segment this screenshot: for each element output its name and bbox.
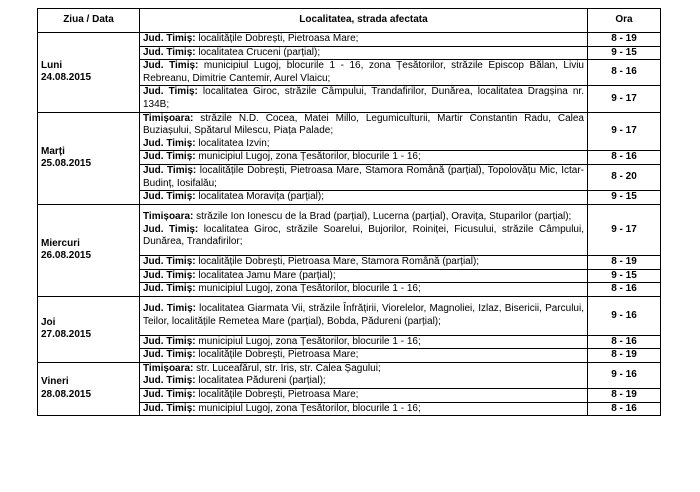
affected-streets: municipiul Lugoj, blocurile 1 - 16, zona Țesătorilor, străzile Episcop Bălan, Liviu Rebreanu, Dimitrie Cantemir, Aurel Vlaicu; <box>143 60 584 84</box>
location-cell <box>140 112 588 151</box>
header-hours: Ora <box>588 9 661 33</box>
area-prefix: Jud. Timiș: <box>143 33 196 44</box>
affected-streets: străzile N.D. Cocea, Matei Millo, Legumiculturii, Martir Constantin Radu, Calea Buziașului, Spătarul Milescu, Piața Palade; <box>143 112 584 137</box>
table-row <box>38 204 661 255</box>
day-date: 28.08.2015 <box>41 389 92 401</box>
area-prefix: Jud. Timiș: <box>143 256 196 268</box>
area-prefix: Jud. Timiș: <box>143 349 196 361</box>
day-name: Luni <box>41 59 63 71</box>
location-cell <box>140 256 588 270</box>
area-prefix: Jud. Timiș: <box>143 60 199 72</box>
area-prefix: Jud. Timiș: <box>143 269 196 281</box>
hours-cell: 8 - 16 <box>588 402 661 416</box>
hours-cell: 8 - 20 <box>588 164 661 190</box>
day-date: 27.08.2015 <box>41 329 92 341</box>
location-cell <box>140 33 588 47</box>
day-cell <box>38 362 140 415</box>
hours-cell: 8 - 19 <box>588 389 661 403</box>
affected-streets: municipiul Lugoj, zona Țesătorilor, blocurile 1 - 16; <box>195 151 421 163</box>
location-cell <box>140 191 588 205</box>
hours-cell: 8 - 16 <box>588 60 661 86</box>
location-cell <box>140 151 588 165</box>
hours-cell: 8 - 19 <box>588 256 661 270</box>
day-date: 26.08.2015 <box>41 250 92 262</box>
area-prefix: Jud. Timiș: <box>143 137 196 149</box>
location-cell <box>140 60 588 86</box>
location-cell <box>140 362 588 388</box>
affected-streets: localitățile Dobrești, Pietroasa Mare; <box>195 389 359 401</box>
affected-streets: municipiul Lugoj, zona Țesătorilor, blocurile 1 - 16; <box>195 335 421 347</box>
area-prefix: Jud. Timiș: <box>143 164 197 176</box>
affected-streets: localitatea Jamu Mare (parțial); <box>195 269 336 281</box>
affected-streets: localitatea Giroc, străzile Soarelui, Bujorilor, Roiniței, Ficusului, străzile Câmpului, Dunărea, Trandafirilor; <box>143 223 584 248</box>
affected-streets: localitățile Dobrești, Pietroasa Mare; <box>195 33 359 44</box>
affected-streets: str. Luceafărul, str. Iris, str. Calea Șagului; <box>193 362 381 374</box>
area-prefix: Timișoara: <box>143 211 194 223</box>
area-prefix: Jud. Timiș: <box>143 223 199 235</box>
location-cell <box>140 269 588 283</box>
affected-streets: localitățile Dobrești, Pietroasa Mare, Stamora Română (parțial); <box>195 256 480 268</box>
affected-streets: municipiul Lugoj, zona Țesătorilor, blocurile 1 - 16; <box>195 402 421 414</box>
affected-streets: municipiul Lugoj, zona Țesătorilor, blocurile 1 - 16; <box>195 283 421 295</box>
location-cell <box>140 335 588 349</box>
area-prefix: Jud. Timiș: <box>143 46 196 58</box>
affected-streets: localitățile Dobrești, Pietroasa Mare; <box>195 349 359 361</box>
location-cell <box>140 349 588 363</box>
hours-cell: 9 - 16 <box>588 296 661 335</box>
day-name: Miercuri <box>41 237 80 249</box>
day-name: Joi <box>41 316 56 328</box>
affected-streets: localitatea Giroc, străzile Câmpului, Trandafirilor, Dunărea, localitatea Dragșina nr. 134B; <box>143 86 584 110</box>
day-cell <box>38 296 140 362</box>
hours-cell: 9 - 15 <box>588 46 661 60</box>
day-cell <box>38 112 140 204</box>
area-prefix: Jud. Timiș: <box>143 86 198 98</box>
affected-streets: localitățile Dobrești, Pietroasa Mare, Stamora Română (parțial), Topolovățu Mic, Ictar-Budinț, Iosifalău; <box>143 164 584 189</box>
header-day: Ziua / Data <box>38 9 140 33</box>
hours-cell: 9 - 17 <box>588 86 661 112</box>
location-cell <box>140 86 588 112</box>
area-prefix: Jud. Timiș: <box>143 191 196 203</box>
day-cell <box>38 204 140 296</box>
location-cell <box>140 204 588 255</box>
table-row <box>38 33 661 47</box>
location-cell <box>140 283 588 297</box>
location-cell <box>140 164 588 190</box>
hours-cell: 9 - 15 <box>588 191 661 205</box>
area-prefix: Jud. Timiș: <box>143 303 196 315</box>
area-prefix: Jud. Timiș: <box>143 402 196 414</box>
table-row <box>38 112 661 151</box>
hours-cell: 8 - 16 <box>588 335 661 349</box>
area-prefix: Jud. Timiș: <box>143 375 196 387</box>
hours-cell: 9 - 17 <box>588 112 661 151</box>
area-prefix: Jud. Timiș: <box>143 389 196 401</box>
day-name: Marți <box>41 145 65 157</box>
affected-streets: localitatea Giarmata Vii, străzile Înfrățirii, Viorelelor, Magnoliei, Izlaz, Bisericii, Parcului, Teilor, localitățile Remetea Mare (parțial), Bobda, Pădureni (parțial); <box>143 303 584 327</box>
hours-cell: 9 - 15 <box>588 269 661 283</box>
day-date: 24.08.2015 <box>41 72 92 84</box>
table-row <box>38 362 661 388</box>
hours-cell: 9 - 16 <box>588 362 661 388</box>
area-prefix: Jud. Timiș: <box>143 335 196 347</box>
location-cell <box>140 296 588 335</box>
table-header-row <box>38 9 661 33</box>
hours-cell: 8 - 16 <box>588 283 661 297</box>
area-prefix: Timișoara: <box>143 362 194 374</box>
hours-cell: 8 - 16 <box>588 151 661 165</box>
day-date: 25.08.2015 <box>41 158 92 170</box>
hours-cell: 9 - 17 <box>588 204 661 255</box>
outage-schedule-table <box>37 8 661 416</box>
affected-streets: străzile Ion Ionescu de la Brad (parțial), Lucerna (parțial), Oravița, Stuparilor (parțial); <box>193 211 572 223</box>
affected-streets: localitatea Pădureni (parțial); <box>195 375 326 387</box>
location-cell <box>140 389 588 403</box>
header-location: Localitatea, strada afectata <box>140 9 588 33</box>
location-cell <box>140 402 588 416</box>
hours-cell: 8 - 19 <box>588 349 661 363</box>
affected-streets: localitatea Cruceni (parțial); <box>195 46 321 58</box>
area-prefix: Timișoara: <box>143 112 194 124</box>
day-name: Vineri <box>41 376 69 388</box>
affected-streets: localitatea Moravița (parțial); <box>195 191 324 203</box>
area-prefix: Jud. Timiș: <box>143 151 196 163</box>
day-cell <box>38 33 140 113</box>
table-row <box>38 296 661 335</box>
location-cell <box>140 46 588 60</box>
affected-streets: localitatea Izvin; <box>195 137 270 149</box>
area-prefix: Jud. Timiș: <box>143 283 196 295</box>
hours-cell: 8 - 19 <box>588 33 661 47</box>
